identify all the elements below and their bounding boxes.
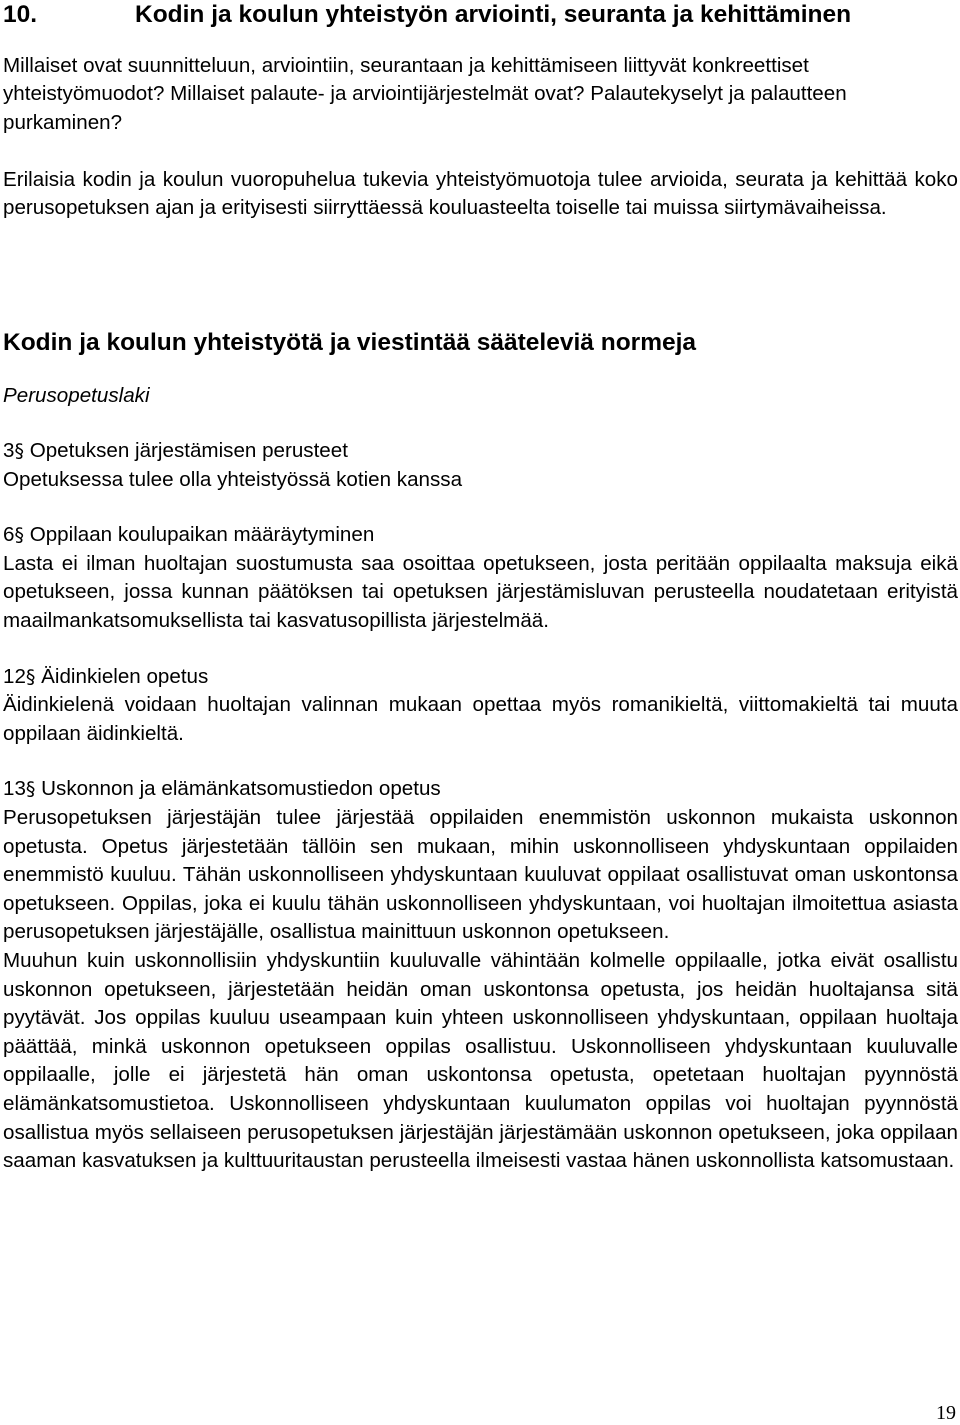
law-section-6: [3, 521, 958, 635]
law-section-13: [3, 775, 958, 1175]
page-number: 19: [936, 1402, 956, 1424]
section-number: 12: [3, 664, 26, 688]
section-number: 13: [3, 777, 26, 801]
law-title: Perusopetuslaki: [3, 384, 150, 408]
document-page: [3, 0, 958, 1176]
section-title-text: Opetuksen järjestämisen perusteet: [29, 439, 348, 463]
section-sign-icon: §: [25, 778, 36, 801]
section-number: 6: [3, 523, 15, 547]
section-title-text: Oppilaan koulupaikan määräytyminen: [29, 523, 375, 547]
section-sign-icon: §: [14, 524, 24, 547]
chapter-heading: [3, 0, 958, 30]
guiding-questions: Millaiset ovat suunnitteluun, arviointiin, seurantaan ja kehittämiseen liittyvät konkreettiset yhteistyömuodot? Millaiset palaute- ja arviointijärjestelmät ovat? Palautekyselyt ja palautteen purkaminen?: [3, 54, 847, 134]
law-section-text: Muuhun kuin uskonnollisiin yhdyskuntiin kuuluvalle vähintään kolmelle oppilaalle, jotka eivät osallistu uskonnon opetukseen, järjestetään heidän oman uskontonsa opetusta, jos heidän huoltajansa sitä pyytävät. Jos oppilas kuuluu useampaan kuin yhteen uskonnolliseen yhdyskuntaan, oppilaan huoltaja päättää, minkä uskonnon opetukseen oppilas osallistuu. Uskonnolliseen yhdyskuntaan kuuluvalle oppilaalle, jolle ei järjestetä hän oman uskontonsa opetusta, opetetaan huoltajan pyynnöstä elämänkatsomustietoa. Uskonnolliseen yhdyskuntaan kuulumaton oppilas voi huoltajan pyynnöstä osallistua myös sellaiseen perusopetuksen järjestäjän järjestämään uskonnon opetukseen, joka oppilaan saaman kasvatuksen ja kulttuuritaustan perusteella ilmeisesti vastaa hänen uskonnollista katsomustaan.: [3, 948, 958, 1173]
law-section-text: Opetuksessa tulee olla yhteistyössä kotien kanssa: [3, 467, 463, 491]
section-title-text: Äidinkielen opetus: [41, 664, 209, 688]
law-section-title: [3, 663, 958, 692]
section-sign-icon: §: [14, 440, 24, 463]
section-heading: Kodin ja koulun yhteistyötä ja viestintää sääteleviä normeja: [3, 329, 697, 357]
chapter-number: 10.: [3, 1, 38, 28]
law-section-3: [3, 437, 958, 494]
law-section-text: Äidinkielenä voidaan huoltajan valinnan mukaan opettaa myös romanikieltä, viittomakieltä tai muuta oppilaan äidinkieltä.: [3, 693, 958, 745]
section-title-text: Uskonnon ja elämänkatsomustiedon opetus: [41, 777, 441, 801]
law-section-12: [3, 663, 958, 749]
chapter-title: Kodin ja koulun yhteistyön arviointi, seuranta ja kehittäminen: [135, 1, 852, 28]
law-section-title: [3, 437, 958, 466]
law-section-text: Perusopetuksen järjestäjän tulee järjestää oppilaiden enemmistön uskonnon mukaista uskonnon opetusta. Opetus järjestetään tällöin sen mukaan, mihin uskonnolliseen yhdyskuntaan oppilaiden enemmistö kuuluu. Tähän uskonnolliseen yhdyskuntaan kuuluvat oppilaat osallistuvat oman uskontonsa opetukseen. Oppilas, joka ei kuulu tähän uskonnolliseen yhdyskuntaan, voi huoltajan ilmoitettua asiasta perusopetuksen järjestäjälle, osallistua mainittuun uskonnon opetukseen.: [3, 806, 958, 944]
law-section-title: [3, 775, 958, 804]
law-section-title: [3, 521, 958, 550]
section-sign-icon: §: [25, 665, 36, 688]
section-number: 3: [3, 439, 15, 463]
law-section-text: Lasta ei ilman huoltajan suostumusta saa osoittaa opetukseen, josta peritään oppilaalta maksuja eikä opetukseen, jossa kunnan päätöksen tai opetuksen järjestämisluvan perusteella noudatetaan erityistä maailmankatsomuksellista tai kasvatusopillista järjestelmää.: [3, 551, 958, 633]
intro-paragraph: Erilaisia kodin ja koulun vuoropuhelua tukevia yhteistyömuotoja tulee arvioida, seurata ja kehittää koko perusopetuksen ajan ja erityisesti siirryttäessä kouluasteelta toiselle tai muissa siirtymävaiheissa.: [3, 167, 958, 220]
